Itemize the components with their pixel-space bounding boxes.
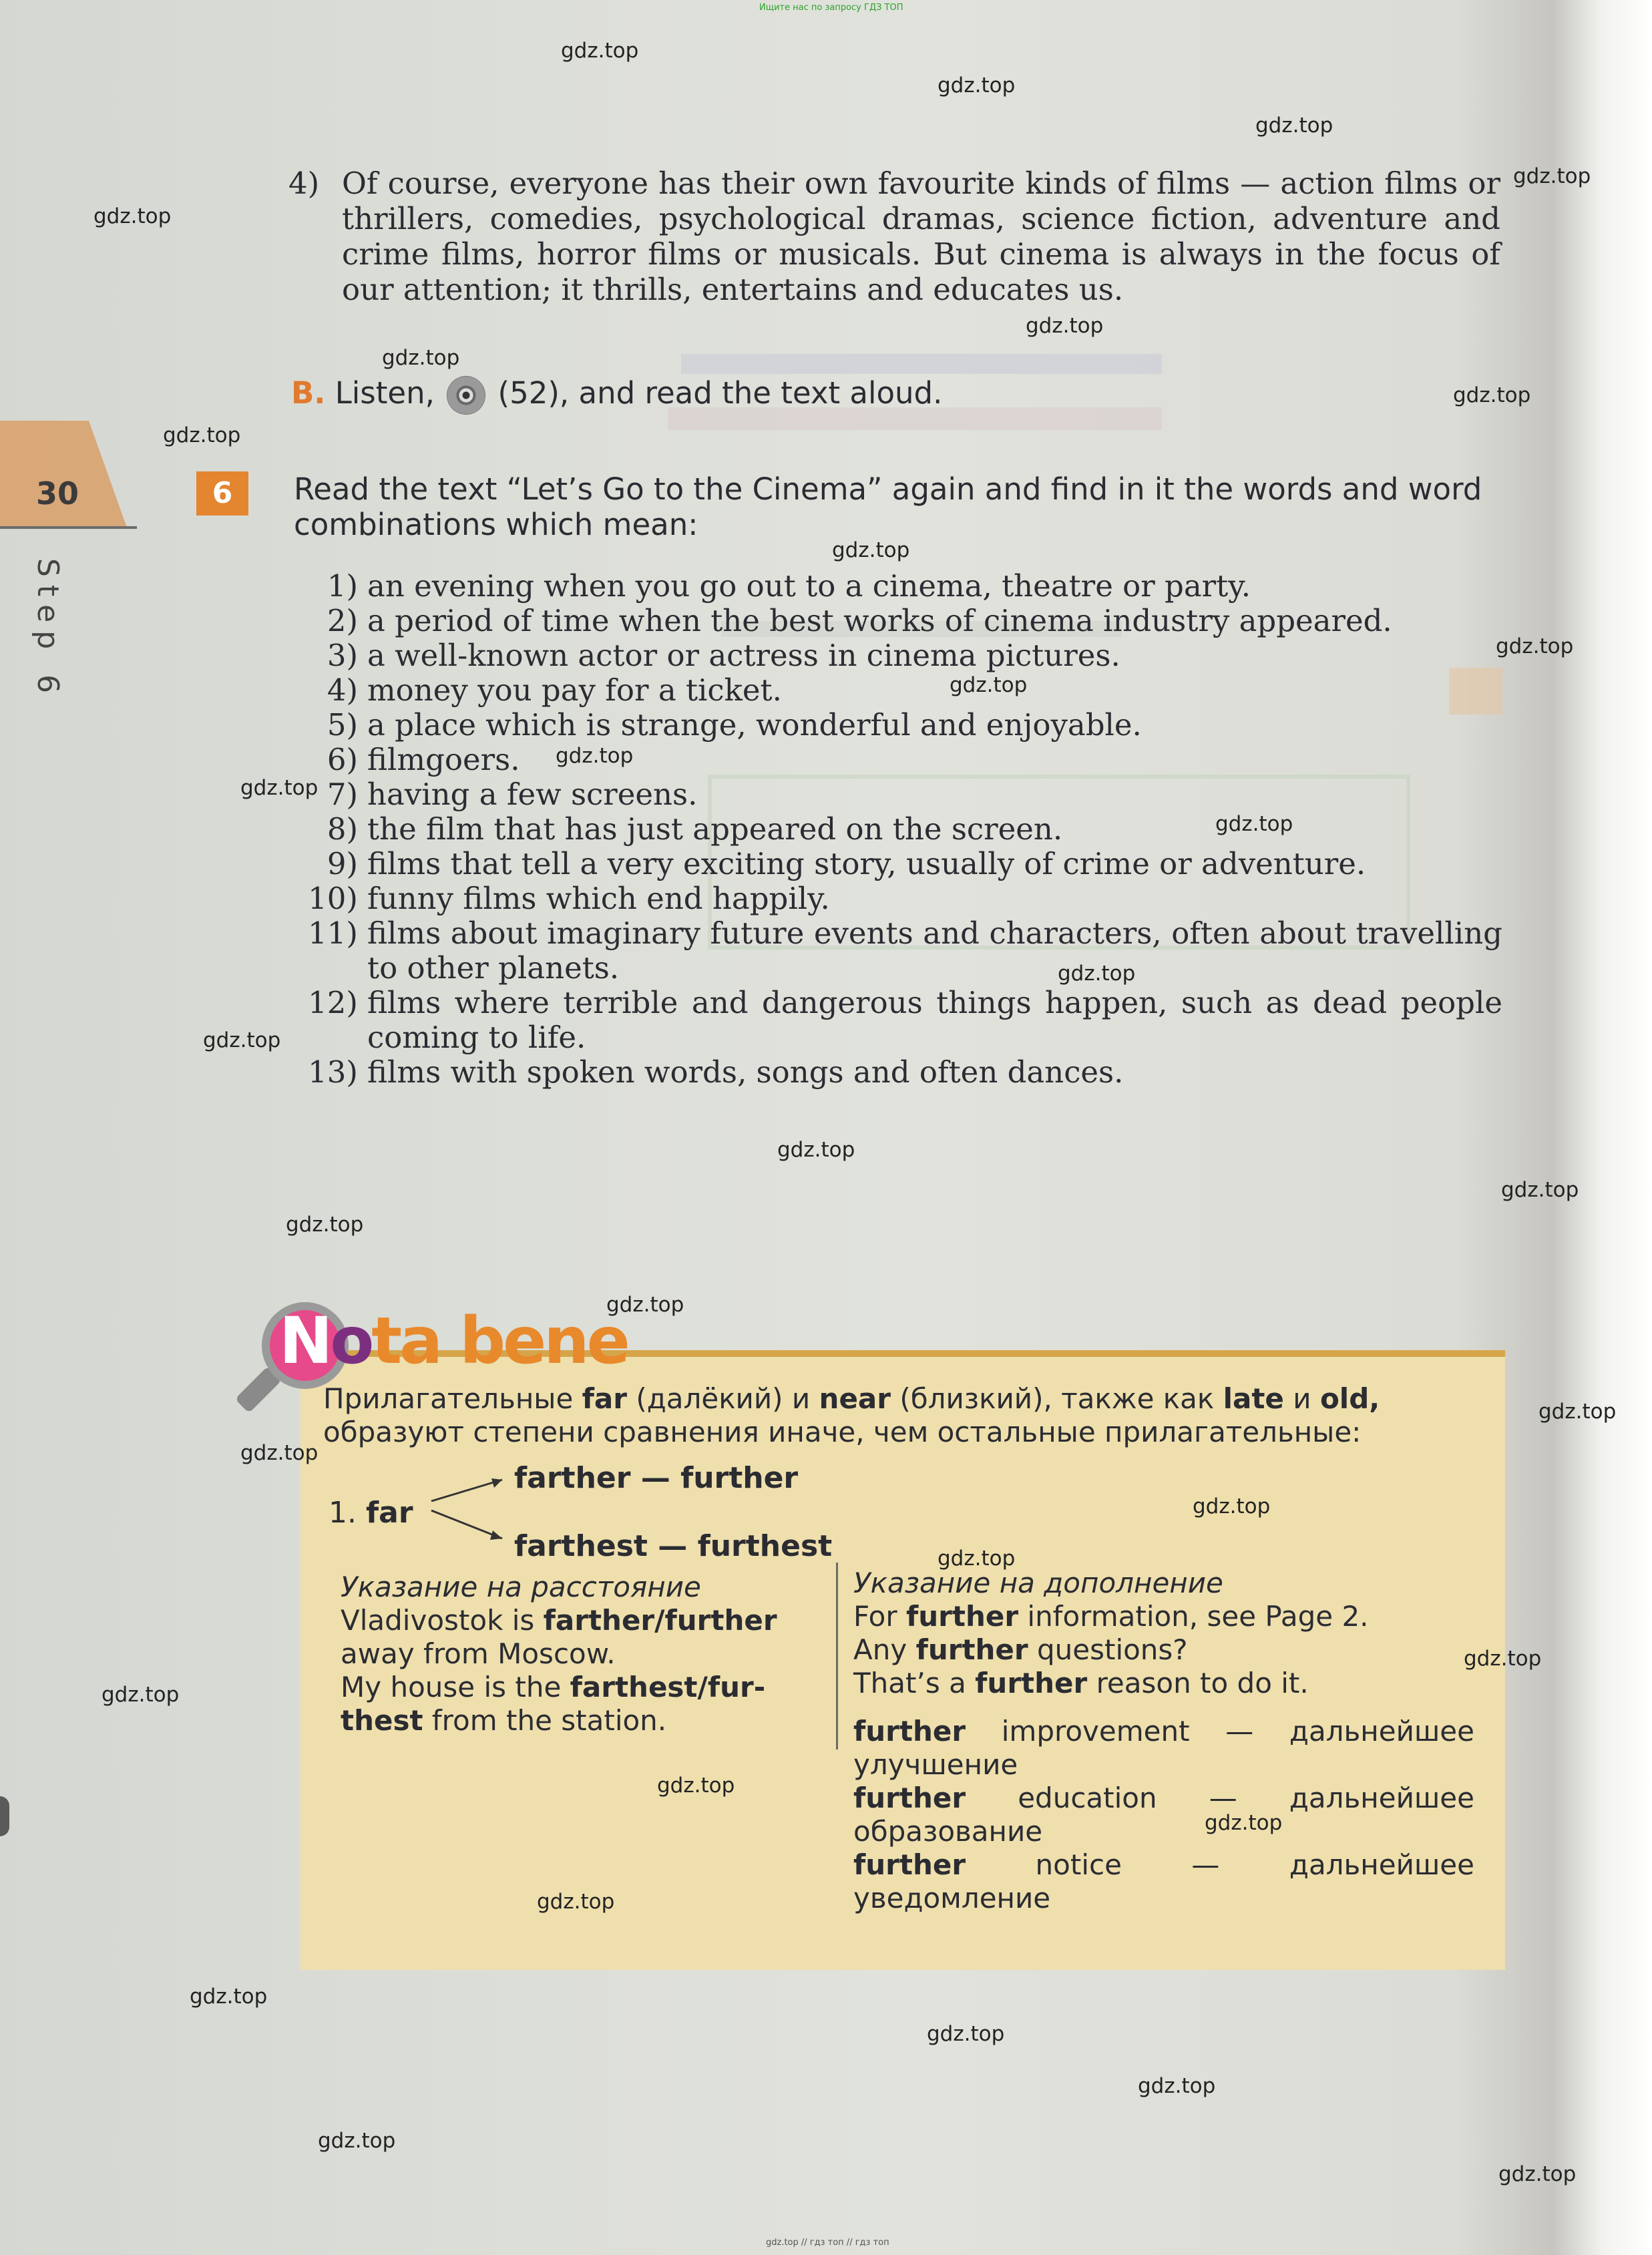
top-banner: Ищите нас по запросу ГДЗ ТОП bbox=[759, 3, 903, 13]
nota-bene-letter-o: o bbox=[330, 1303, 372, 1378]
watermark: gdz.top bbox=[1255, 114, 1333, 138]
example-text: Any bbox=[853, 1633, 916, 1666]
text-paragraph-4 bbox=[288, 166, 1500, 307]
list-item bbox=[294, 916, 1502, 986]
watermark: gdz.top bbox=[203, 1028, 281, 1052]
list-item-number: 1) bbox=[327, 568, 358, 604]
watermark: gdz.top bbox=[1138, 2074, 1216, 2098]
list-item bbox=[294, 1055, 1502, 1090]
comparative-forms: farther — further bbox=[514, 1461, 799, 1495]
example-keyword: further bbox=[915, 1633, 1028, 1666]
list-item-number: 4) bbox=[327, 672, 358, 708]
step-label: Step 6 bbox=[31, 558, 65, 702]
watermark: gdz.top bbox=[382, 346, 460, 370]
example-text: reason to do it. bbox=[1087, 1667, 1309, 1699]
example-text: away from Moscow. bbox=[341, 1637, 616, 1670]
list-item-text: filmgoers. bbox=[367, 742, 520, 777]
example-keyword: further bbox=[975, 1667, 1088, 1699]
watermark: gdz.top bbox=[1205, 1811, 1283, 1835]
watermark: gdz.top bbox=[561, 39, 639, 63]
intro-keyword: old, bbox=[1319, 1382, 1380, 1415]
example-text: That’s a bbox=[853, 1667, 976, 1699]
list-item bbox=[294, 812, 1502, 847]
listen-instruction bbox=[291, 375, 942, 415]
example-keyword: thest bbox=[341, 1704, 423, 1737]
watermark: gdz.top bbox=[1453, 383, 1531, 407]
far-number: 1. bbox=[329, 1496, 357, 1530]
collocation-keyword: further bbox=[853, 1782, 966, 1814]
list-item-text: a place which is strange, wonderful and enjoyable. bbox=[367, 707, 1142, 743]
collocation-row bbox=[853, 1848, 1474, 1882]
listen-text-before: Listen, bbox=[335, 375, 435, 411]
collocation-translation: образование bbox=[853, 1815, 1043, 1848]
collocation-translation: улучшение bbox=[853, 1748, 1018, 1781]
nota-bene-letter-n: N bbox=[279, 1303, 331, 1378]
list-item-text: the film that has just appeared on the screen. bbox=[367, 811, 1063, 847]
column-heading: Указание на дополнение bbox=[853, 1567, 1223, 1599]
tab-divider bbox=[0, 526, 137, 529]
collocation-noun: notice bbox=[1035, 1848, 1122, 1881]
watermark: gdz.top bbox=[286, 1213, 364, 1237]
watermark: gdz.top bbox=[657, 1774, 735, 1798]
arrows-icon bbox=[427, 1469, 514, 1563]
collocation-row bbox=[853, 1782, 1474, 1815]
example-keyword: further bbox=[905, 1600, 1019, 1633]
task-letter: B. bbox=[291, 375, 326, 411]
list-item bbox=[294, 569, 1502, 604]
list-item bbox=[294, 673, 1502, 708]
watermark: gdz.top bbox=[1058, 962, 1136, 986]
page-number: 30 bbox=[36, 475, 79, 511]
list-item-text: films that tell a very exciting story, usually of crime or adventure. bbox=[367, 846, 1366, 881]
collocation-noun: improvement bbox=[1001, 1715, 1190, 1748]
list-item bbox=[294, 638, 1502, 673]
example-text: information, see Page 2. bbox=[1018, 1600, 1369, 1633]
collocation-keyword: further bbox=[853, 1848, 966, 1881]
show-through-strip bbox=[681, 354, 1162, 374]
list-item-number: 11) bbox=[308, 915, 358, 951]
list-item-number: 6) bbox=[327, 742, 358, 777]
collocation-dash: — bbox=[1191, 1848, 1220, 1881]
watermark: gdz.top bbox=[927, 2022, 1005, 2046]
list-item bbox=[294, 986, 1502, 1055]
collocation-dash: — bbox=[1225, 1715, 1254, 1748]
watermark: gdz.top bbox=[93, 204, 172, 228]
nota-bene-title bbox=[279, 1303, 628, 1378]
intro-keyword: near bbox=[819, 1382, 891, 1415]
watermark: gdz.top bbox=[1496, 634, 1574, 658]
audio-cd-icon[interactable] bbox=[447, 376, 485, 415]
list-item bbox=[294, 743, 1502, 777]
example-text: Vladivostok is bbox=[341, 1604, 544, 1637]
watermark: gdz.top bbox=[1215, 812, 1293, 836]
list-item-text: a period of time when the best works of cinema industry appeared. bbox=[367, 603, 1392, 638]
list-item-text: a well-known actor or actress in cinema pictures. bbox=[367, 638, 1120, 673]
collocation-translation: дальнейшее bbox=[1289, 1715, 1474, 1748]
binding-hole bbox=[0, 1796, 9, 1836]
example-keyword: farther/further bbox=[543, 1604, 777, 1637]
collocation-translation: уведомление bbox=[853, 1882, 1051, 1914]
listen-text-after: (52), and read the text aloud. bbox=[497, 375, 943, 411]
list-item-text: films about imaginary future events and characters, often about travelling to other planets. bbox=[367, 915, 1502, 986]
list-item-number: 9) bbox=[327, 846, 358, 881]
list-item-text: money you pay for a ticket. bbox=[367, 672, 782, 708]
watermark: gdz.top bbox=[240, 1441, 319, 1465]
column-divider bbox=[836, 1563, 838, 1750]
column-heading: Указание на расстояние bbox=[341, 1571, 701, 1603]
list-item bbox=[294, 847, 1502, 881]
watermark: gdz.top bbox=[1498, 2162, 1577, 2186]
list-item-text: an evening when you go out to a cinema, theatre or party. bbox=[367, 568, 1251, 604]
example-text: questions? bbox=[1028, 1633, 1188, 1666]
example-keyword: farthest/fur- bbox=[570, 1671, 766, 1703]
nota-bene-intro bbox=[323, 1382, 1485, 1449]
bottom-banner: gdz.top // гдз топ // гдз топ bbox=[766, 2238, 889, 2248]
collocation-row bbox=[853, 1715, 1474, 1748]
definition-list bbox=[294, 569, 1502, 1090]
far-word: far bbox=[365, 1496, 413, 1530]
list-item bbox=[294, 604, 1502, 638]
watermark: gdz.top bbox=[556, 744, 634, 768]
list-item-number: 12) bbox=[308, 985, 358, 1020]
intro-text: образуют степени сравнения иначе, чем остальные прилагательные: bbox=[323, 1416, 1362, 1448]
watermark: gdz.top bbox=[777, 1138, 855, 1162]
example-text: For bbox=[853, 1600, 906, 1633]
intro-text: (далёкий) и bbox=[636, 1382, 811, 1415]
watermark: gdz.top bbox=[938, 1547, 1016, 1571]
watermark: gdz.top bbox=[606, 1293, 684, 1317]
list-item-number: 13) bbox=[308, 1054, 358, 1090]
intro-text: Прилагательные bbox=[323, 1382, 574, 1415]
intro-text: (близкий), также как bbox=[899, 1382, 1215, 1415]
watermark: gdz.top bbox=[1464, 1647, 1542, 1671]
list-item-text: having a few screens. bbox=[367, 777, 698, 812]
list-item-number: 5) bbox=[327, 707, 358, 743]
intro-text: и bbox=[1293, 1382, 1311, 1415]
watermark: gdz.top bbox=[101, 1683, 180, 1707]
watermark: gdz.top bbox=[537, 1890, 615, 1914]
watermark: gdz.top bbox=[832, 538, 910, 562]
list-item bbox=[294, 777, 1502, 812]
far-label bbox=[329, 1496, 413, 1530]
list-item-number: 10) bbox=[308, 881, 358, 916]
list-item-number: 2) bbox=[327, 603, 358, 638]
example-text: My house is the bbox=[341, 1671, 570, 1703]
collocation-translation: дальнейшее bbox=[1289, 1848, 1474, 1881]
watermark: gdz.top bbox=[1501, 1178, 1579, 1202]
watermark: gdz.top bbox=[950, 673, 1028, 697]
paragraph-number: 4) bbox=[288, 166, 320, 201]
list-item-text: funny films which end happily. bbox=[367, 881, 830, 916]
page-tab bbox=[0, 421, 127, 528]
nota-bene-title-rest: ta bene bbox=[371, 1303, 628, 1378]
watermark: gdz.top bbox=[938, 73, 1016, 97]
example-text: from the station. bbox=[423, 1704, 667, 1737]
intro-keyword: far bbox=[582, 1382, 627, 1415]
collocation-noun: education bbox=[1018, 1782, 1157, 1814]
watermark: gdz.top bbox=[163, 423, 241, 447]
collocation-dash: — bbox=[1209, 1782, 1237, 1814]
list-item bbox=[294, 881, 1502, 916]
list-item-number: 3) bbox=[327, 638, 358, 673]
watermark: gdz.top bbox=[1513, 164, 1591, 188]
watermark: gdz.top bbox=[1026, 314, 1104, 338]
list-item-text: films with spoken words, songs and often dances. bbox=[367, 1054, 1124, 1090]
list-item-number: 7) bbox=[327, 777, 358, 812]
intro-keyword: late bbox=[1223, 1382, 1284, 1415]
superlative-forms: farthest — furthest bbox=[514, 1529, 833, 1563]
watermark: gdz.top bbox=[1538, 1400, 1617, 1424]
watermark: gdz.top bbox=[240, 776, 319, 800]
exercise-number-badge: 6 bbox=[196, 471, 248, 516]
collocation-keyword: further bbox=[853, 1715, 966, 1748]
watermark: gdz.top bbox=[1193, 1494, 1271, 1518]
list-item-text: films where terrible and dangerous things happen, such as dead people coming to life. bbox=[367, 985, 1502, 1055]
distance-column bbox=[341, 1571, 821, 1737]
paragraph-text: Of course, everyone has their own favourite kinds of films — action films or thrillers, comedies, psychological dramas, science fiction, adventure and crime films, horror films or musicals. But cinema is always in the focus of our attention; it thrills, entertains and educates us. bbox=[342, 166, 1500, 307]
exercise-instruction: Read the text “Let’s Go to the Cinema” again and find in it the words and word combinations which mean: bbox=[294, 471, 1482, 542]
list-item bbox=[294, 708, 1502, 743]
collocation-translation: дальнейшее bbox=[1289, 1782, 1474, 1814]
addition-column bbox=[853, 1567, 1474, 1915]
list-item-number: 8) bbox=[327, 811, 358, 847]
watermark: gdz.top bbox=[190, 1985, 268, 2009]
watermark: gdz.top bbox=[318, 2129, 396, 2153]
